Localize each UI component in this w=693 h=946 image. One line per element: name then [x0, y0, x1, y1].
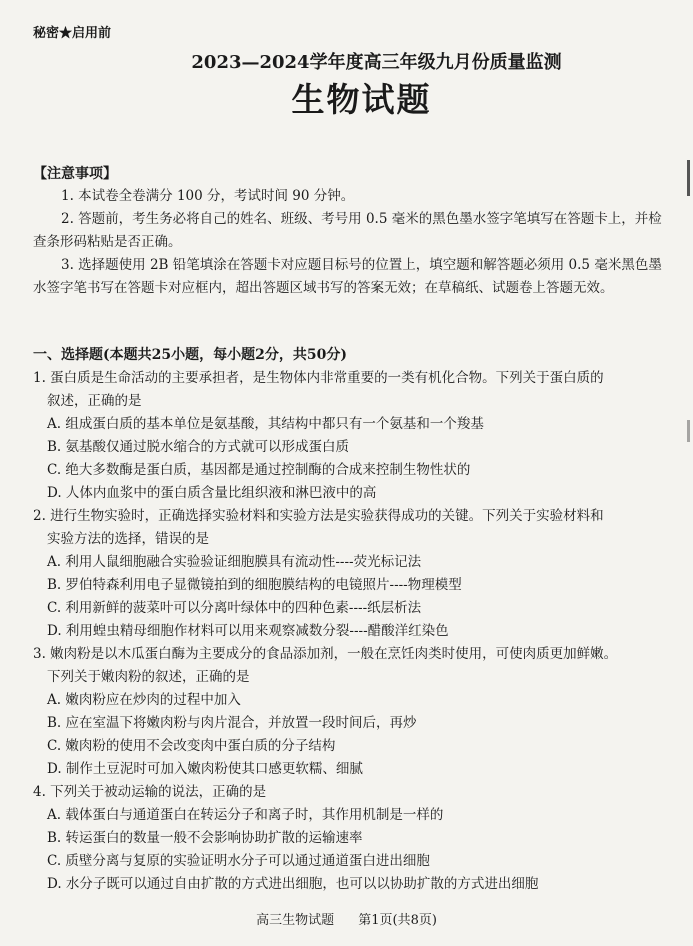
answer-option: D. 人体内血浆中的蛋白质含量比组织液和淋巴液中的高 [47, 485, 377, 501]
scan-edge-mark [687, 160, 690, 196]
confidential-mark: 秘密★启用前 [33, 26, 112, 41]
answer-option: B. 转运蛋白的数量一般不会影响协助扩散的运输速率 [47, 830, 363, 846]
notice-item: 1. 本试卷全卷满分 100 分，考试时间 90 分钟。 [61, 188, 355, 204]
answer-option: C. 嫩肉粉的使用不会改变肉中蛋白质的分子结构 [47, 738, 336, 754]
question-stem: 2. 进行生物实验时，正确选择实验材料和实验方法是实验获得成功的关键。下列关于实验材料和 实验方法的选择，错误的是 [33, 508, 604, 547]
scan-edge-mark [687, 420, 690, 442]
answer-option: D. 制作土豆泥时可加入嫩肉粉使其口感更软糯、细腻 [47, 761, 363, 777]
footer-page-number: 第1页(共8页) [358, 913, 437, 928]
notice-item: 3. 选择题使用 2B 铅笔填涂在答题卡对应题目标号的位置上，填空题和解答题必须用 0.5 毫米黑色墨水签字笔书写在答题卡对应框内，超出答题区域书写的答案无效；在草稿纸、试题卷上答题无效。 [33, 257, 662, 296]
exam-title: 2023—2024学年度高三年级九月份质量监测 [191, 52, 562, 73]
answer-option: C. 绝大多数酶是蛋白质，基因都是通过控制酶的合成来控制生物性状的 [47, 462, 471, 478]
page-footer [0, 909, 693, 928]
answer-option: B. 氨基酸仅通过脱水缩合的方式就可以形成蛋白质 [47, 439, 350, 455]
notice-item: 2. 答题前，考生务必将自己的姓名、班级、考号用 0.5 毫米的黑色墨水签字笔填写在答题卡上，并检查条形码粘贴是否正确。 [33, 211, 662, 250]
answer-option: A. 组成蛋白质的基本单位是氨基酸，其结构中都只有一个氨基和一个羧基 [47, 416, 484, 432]
question-stem: 4. 下列关于被动运输的说法，正确的是 [33, 784, 267, 800]
answer-option: A. 利用人鼠细胞融合实验验证细胞膜具有流动性----荧光标记法 [47, 554, 422, 570]
answer-option: B. 应在室温下将嫩肉粉与肉片混合，并放置一段时间后，再炒 [47, 715, 417, 731]
answer-option: C. 质壁分离与复原的实验证明水分子可以通过通道蛋白进出细胞 [47, 853, 430, 869]
answer-option: D. 水分子既可以通过自由扩散的方式进出细胞，也可以以协助扩散的方式进出细胞 [47, 876, 539, 892]
answer-option: C. 利用新鲜的菠菜叶可以分离叶绿体中的四种色素----纸层析法 [47, 600, 422, 616]
subject-title: 生物试题 [291, 80, 432, 119]
footer-subject: 高三生物试题 [256, 913, 335, 928]
answer-option: B. 罗伯特森利用电子显微镜拍到的细胞膜结构的电镜照片----物理模型 [47, 577, 462, 593]
answer-option: D. 利用蝗虫精母细胞作材料可以用来观察减数分裂----醋酸洋红染色 [47, 623, 449, 639]
answer-option: A. 嫩肉粉应在炒肉的过程中加入 [47, 692, 241, 708]
question-stem: 1. 蛋白质是生命活动的主要承担者，是生物体内非常重要的一类有机化合物。下列关于蛋白质的 叙述，正确的是 [33, 370, 604, 409]
answer-option: A. 载体蛋白与通道蛋白在转运分子和离子时，其作用机制是一样的 [47, 807, 444, 823]
notice-heading: 【注意事项】 [33, 166, 117, 182]
section-heading: 一、选择题(本题共25小题，每小题2分，共50分) [33, 347, 347, 363]
question-stem: 3. 嫩肉粉是以木瓜蛋白酶为主要成分的食品添加剂，一般在烹饪肉类时使用，可使肉质更加鲜嫩。 下列关于嫩肉粉的叙述，正确的是 [33, 646, 618, 685]
